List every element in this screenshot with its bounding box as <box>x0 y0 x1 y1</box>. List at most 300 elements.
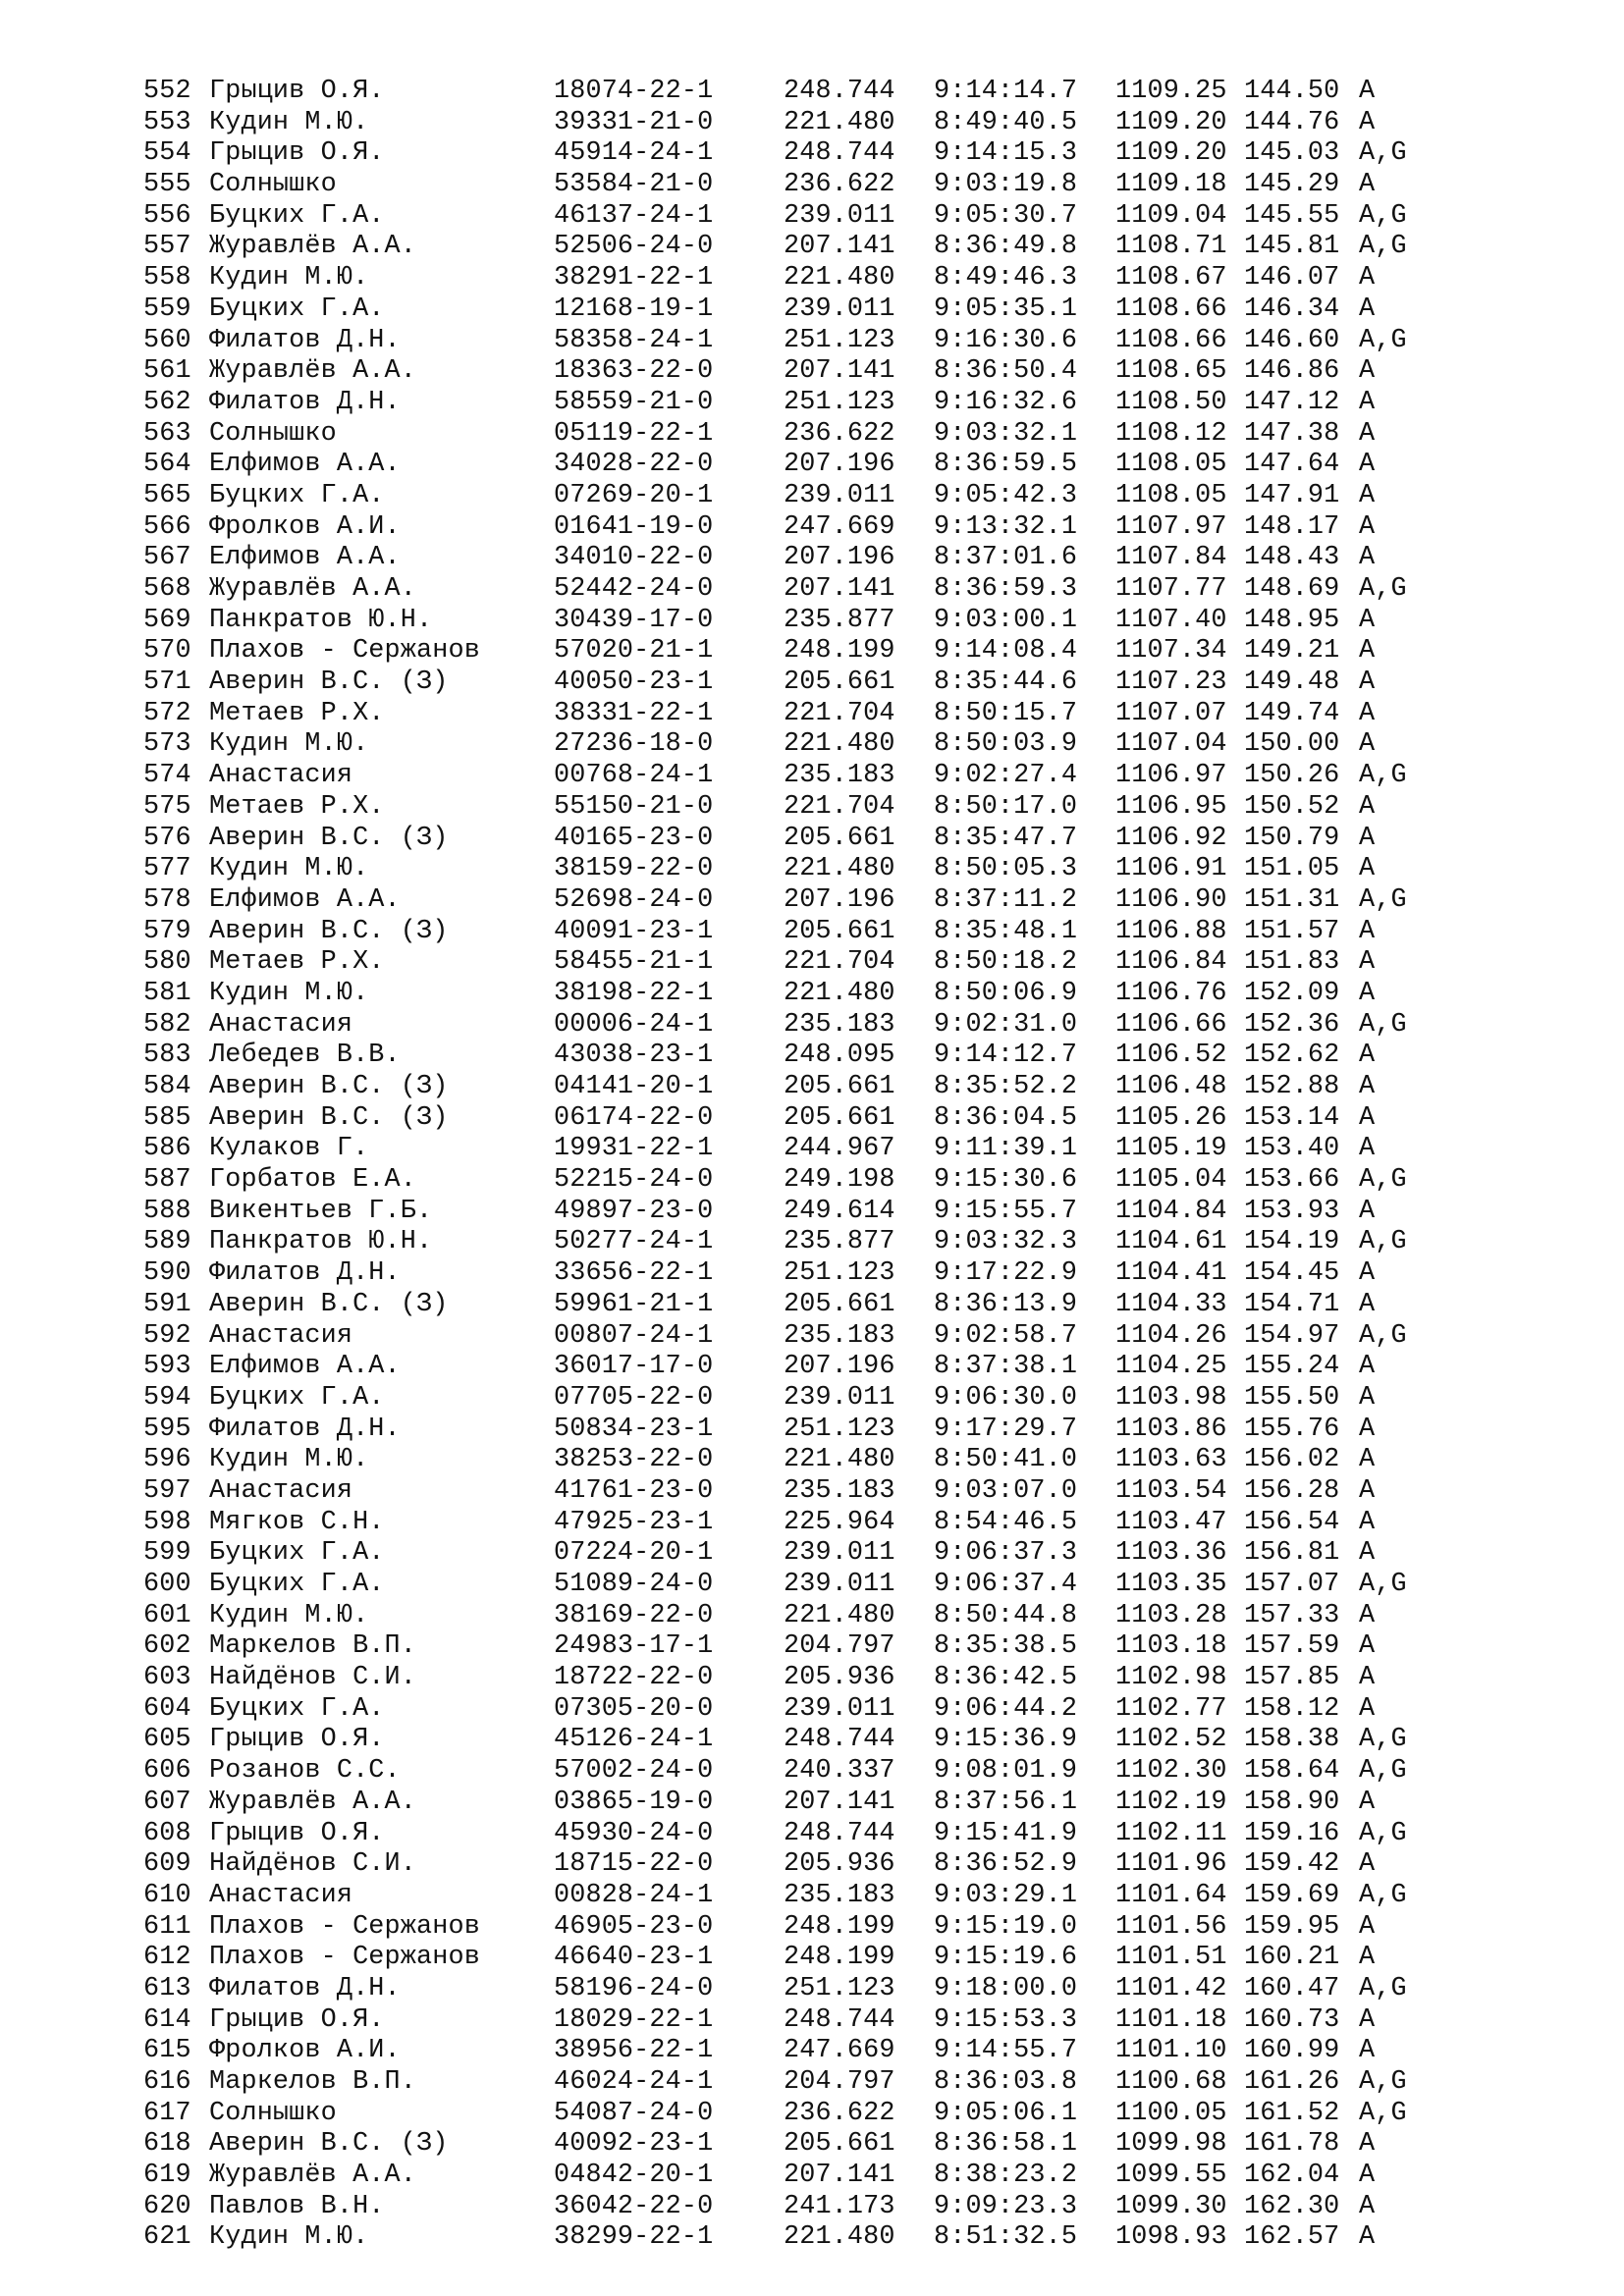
ring-number: 24983-17-1 <box>554 1631 714 1662</box>
place-number: 601 <box>143 1600 191 1630</box>
category-flags: A,G <box>1359 1756 1407 1787</box>
flight-time: 8:49:46.3 <box>934 263 1078 294</box>
points: 151.05 <box>1244 854 1340 884</box>
speed: 1109.04 <box>1115 200 1227 231</box>
flight-time: 9:05:42.3 <box>934 480 1078 510</box>
speed: 1103.18 <box>1115 1631 1227 1662</box>
points: 144.50 <box>1244 77 1340 106</box>
category-flags: A <box>1359 791 1376 822</box>
ring-number: 52442-24-0 <box>554 574 714 604</box>
category-flags: A <box>1359 1600 1376 1630</box>
participant-name: Буцких Г.А. <box>209 200 385 231</box>
points: 155.50 <box>1244 1382 1340 1413</box>
flight-time: 9:14:14.7 <box>934 77 1078 106</box>
distance-km: 207.141 <box>784 574 895 604</box>
speed: 1099.30 <box>1115 2191 1227 2221</box>
ring-number: 00828-24-1 <box>554 1880 714 1910</box>
flight-time: 9:16:30.6 <box>934 325 1078 355</box>
distance-km: 248.744 <box>784 138 895 169</box>
participant-name: Аверин В.С. (З) <box>209 916 449 946</box>
flight-time: 9:03:07.0 <box>934 1475 1078 1506</box>
distance-km: 241.173 <box>784 2191 895 2221</box>
place-number: 560 <box>143 325 191 355</box>
participant-name: Елфимов А.А. <box>209 1352 401 1382</box>
category-flags: A <box>1359 480 1376 510</box>
ring-number: 38331-22-1 <box>554 698 714 728</box>
ring-number: 50277-24-1 <box>554 1227 714 1257</box>
category-flags: A <box>1359 511 1376 542</box>
category-flags: A <box>1359 1414 1376 1444</box>
ring-number: 06174-22-0 <box>554 1102 714 1133</box>
ring-number: 40050-23-1 <box>554 667 714 698</box>
speed: 1109.20 <box>1115 107 1227 137</box>
participant-name: Кудин М.Ю. <box>209 1445 369 1475</box>
flight-time: 9:02:27.4 <box>934 761 1078 791</box>
points: 153.93 <box>1244 1196 1340 1226</box>
place-number: 561 <box>143 356 191 387</box>
place-number: 581 <box>143 978 191 1008</box>
points: 160.47 <box>1244 1973 1340 2003</box>
points: 162.04 <box>1244 2161 1340 2191</box>
flight-time: 9:15:55.7 <box>934 1196 1078 1226</box>
participant-name: Буцких Г.А. <box>209 480 385 510</box>
participant-name: Метаев Р.Х. <box>209 698 385 728</box>
flight-time: 8:50:44.8 <box>934 1600 1078 1630</box>
place-number: 583 <box>143 1041 191 1071</box>
category-flags: A,G <box>1359 1320 1407 1351</box>
points: 148.17 <box>1244 511 1340 542</box>
distance-km: 221.480 <box>784 1445 895 1475</box>
distance-km: 244.967 <box>784 1134 895 1164</box>
participant-name: Солнышко <box>209 170 337 200</box>
flight-time: 8:37:38.1 <box>934 1352 1078 1382</box>
points: 159.95 <box>1244 1911 1340 1942</box>
ring-number: 59961-21-1 <box>554 1289 714 1319</box>
ring-number: 07269-20-1 <box>554 480 714 510</box>
category-flags: A <box>1359 698 1376 728</box>
ring-number: 49897-23-0 <box>554 1196 714 1226</box>
speed: 1108.67 <box>1115 263 1227 294</box>
points: 158.90 <box>1244 1787 1340 1817</box>
category-flags: A <box>1359 1631 1376 1662</box>
participant-name: Филатов Д.Н. <box>209 1258 401 1289</box>
distance-km: 239.011 <box>784 1570 895 1599</box>
speed: 1106.84 <box>1115 947 1227 978</box>
category-flags: A <box>1359 916 1376 946</box>
ring-number: 05119-22-1 <box>554 418 714 449</box>
flight-time: 9:15:53.3 <box>934 2004 1078 2035</box>
distance-km: 235.183 <box>784 1880 895 1910</box>
points: 150.00 <box>1244 729 1340 760</box>
ring-number: 34010-22-0 <box>554 543 714 573</box>
ring-number: 38956-22-1 <box>554 2036 714 2066</box>
participant-name: Буцких Г.А. <box>209 1570 385 1599</box>
participant-name: Маркелов В.П. <box>209 1631 416 1662</box>
points: 159.42 <box>1244 1849 1340 1880</box>
participant-name: Елфимов А.А. <box>209 543 401 573</box>
points: 156.54 <box>1244 1507 1340 1537</box>
category-flags: A <box>1359 667 1376 698</box>
distance-km: 207.141 <box>784 1787 895 1817</box>
participant-name: Журавлёв А.А. <box>209 2161 416 2191</box>
category-flags: A,G <box>1359 1880 1407 1910</box>
flight-time: 8:36:58.1 <box>934 2129 1078 2160</box>
points: 154.45 <box>1244 1258 1340 1289</box>
points: 154.19 <box>1244 1227 1340 1257</box>
place-number: 617 <box>143 2098 191 2128</box>
category-flags: A,G <box>1359 1227 1407 1257</box>
place-number: 616 <box>143 2067 191 2097</box>
ring-number: 18029-22-1 <box>554 2004 714 2035</box>
distance-km: 207.141 <box>784 356 895 387</box>
participant-name: Грыцив О.Я. <box>209 138 385 169</box>
participant-name: Кудин М.Ю. <box>209 1600 369 1630</box>
flight-time: 8:36:59.3 <box>934 574 1078 604</box>
flight-time: 8:36:59.5 <box>934 450 1078 480</box>
distance-km: 239.011 <box>784 294 895 324</box>
points: 153.40 <box>1244 1134 1340 1164</box>
participant-name: Кудин М.Ю. <box>209 978 369 1008</box>
place-number: 621 <box>143 2222 191 2253</box>
points: 155.24 <box>1244 1352 1340 1382</box>
speed: 1106.76 <box>1115 978 1227 1008</box>
category-flags: A,G <box>1359 138 1407 169</box>
distance-km: 207.141 <box>784 2161 895 2191</box>
points: 149.74 <box>1244 698 1340 728</box>
place-number: 596 <box>143 1445 191 1475</box>
participant-name: Найдёнов С.И. <box>209 1849 416 1880</box>
place-number: 590 <box>143 1258 191 1289</box>
ring-number: 45914-24-1 <box>554 138 714 169</box>
ring-number: 41761-23-0 <box>554 1475 714 1506</box>
points: 159.69 <box>1244 1880 1340 1910</box>
distance-km: 205.936 <box>784 1663 895 1693</box>
ring-number: 45930-24-0 <box>554 1818 714 1848</box>
place-number: 618 <box>143 2129 191 2160</box>
points: 147.12 <box>1244 387 1340 417</box>
participant-name: Филатов Д.Н. <box>209 1414 401 1444</box>
speed: 1103.47 <box>1115 1507 1227 1537</box>
speed: 1108.50 <box>1115 387 1227 417</box>
participant-name: Филатов Д.Н. <box>209 325 401 355</box>
points: 159.16 <box>1244 1818 1340 1848</box>
category-flags: A <box>1359 107 1376 137</box>
category-flags: A <box>1359 294 1376 324</box>
points: 148.43 <box>1244 543 1340 573</box>
speed: 1107.04 <box>1115 729 1227 760</box>
place-number: 591 <box>143 1289 191 1319</box>
flight-time: 8:50:03.9 <box>934 729 1078 760</box>
ring-number: 51089-24-0 <box>554 1570 714 1599</box>
speed: 1104.61 <box>1115 1227 1227 1257</box>
place-number: 620 <box>143 2191 191 2221</box>
category-flags: A <box>1359 1849 1376 1880</box>
place-number: 582 <box>143 1009 191 1040</box>
distance-km: 239.011 <box>784 200 895 231</box>
ring-number: 52215-24-0 <box>554 1165 714 1196</box>
ring-number: 46024-24-1 <box>554 2067 714 2097</box>
flight-time: 9:03:29.1 <box>934 1880 1078 1910</box>
ring-number: 53584-21-0 <box>554 170 714 200</box>
place-number: 594 <box>143 1382 191 1413</box>
flight-time: 8:37:56.1 <box>934 1787 1078 1817</box>
points: 154.97 <box>1244 1320 1340 1351</box>
participant-name: Грыцив О.Я. <box>209 1725 385 1755</box>
flight-time: 8:50:41.0 <box>934 1445 1078 1475</box>
place-number: 580 <box>143 947 191 978</box>
place-number: 600 <box>143 1570 191 1599</box>
speed: 1099.55 <box>1115 2161 1227 2191</box>
category-flags: A,G <box>1359 2098 1407 2128</box>
speed: 1101.10 <box>1115 2036 1227 2066</box>
place-number: 588 <box>143 1196 191 1226</box>
category-flags: A <box>1359 77 1376 106</box>
place-number: 565 <box>143 480 191 510</box>
distance-km: 248.199 <box>784 636 895 667</box>
category-flags: A,G <box>1359 1570 1407 1599</box>
ring-number: 18715-22-0 <box>554 1849 714 1880</box>
category-flags: A <box>1359 2222 1376 2253</box>
place-number: 553 <box>143 107 191 137</box>
flight-time: 8:50:15.7 <box>934 698 1078 728</box>
points: 147.91 <box>1244 480 1340 510</box>
distance-km: 221.480 <box>784 978 895 1008</box>
participant-name: Кудин М.Ю. <box>209 107 369 137</box>
place-number: 585 <box>143 1102 191 1133</box>
flight-time: 9:03:32.3 <box>934 1227 1078 1257</box>
points: 152.09 <box>1244 978 1340 1008</box>
ring-number: 38169-22-0 <box>554 1600 714 1630</box>
place-number: 574 <box>143 761 191 791</box>
distance-km: 249.614 <box>784 1196 895 1226</box>
place-number: 564 <box>143 450 191 480</box>
ring-number: 38198-22-1 <box>554 978 714 1008</box>
category-flags: A <box>1359 1911 1376 1942</box>
category-flags: A,G <box>1359 1818 1407 1848</box>
points: 152.88 <box>1244 1072 1340 1101</box>
participant-name: Аверин В.С. (З) <box>209 1289 449 1319</box>
distance-km: 221.480 <box>784 729 895 760</box>
points: 153.66 <box>1244 1165 1340 1196</box>
category-flags: A,G <box>1359 761 1407 791</box>
participant-name: Фролков А.И. <box>209 2036 401 2066</box>
participant-name: Солнышко <box>209 2098 337 2128</box>
distance-km: 205.661 <box>784 2129 895 2160</box>
distance-km: 205.661 <box>784 1102 895 1133</box>
distance-km: 248.744 <box>784 2004 895 2035</box>
points: 151.83 <box>1244 947 1340 978</box>
place-number: 606 <box>143 1756 191 1787</box>
category-flags: A <box>1359 1538 1376 1569</box>
speed: 1103.35 <box>1115 1570 1227 1599</box>
category-flags: A,G <box>1359 325 1407 355</box>
place-number: 552 <box>143 77 191 106</box>
flight-time: 8:50:05.3 <box>934 854 1078 884</box>
speed: 1106.48 <box>1115 1072 1227 1101</box>
ring-number: 18363-22-0 <box>554 356 714 387</box>
ring-number: 40165-23-0 <box>554 823 714 853</box>
flight-time: 8:36:13.9 <box>934 1289 1078 1319</box>
points: 153.14 <box>1244 1102 1340 1133</box>
ring-number: 07305-20-0 <box>554 1693 714 1724</box>
category-flags: A <box>1359 1289 1376 1319</box>
participant-name: Буцких Г.А. <box>209 1693 385 1724</box>
distance-km: 205.661 <box>784 1289 895 1319</box>
category-flags: A <box>1359 1693 1376 1724</box>
ring-number: 55150-21-0 <box>554 791 714 822</box>
place-number: 575 <box>143 791 191 822</box>
distance-km: 248.095 <box>784 1041 895 1071</box>
flight-time: 9:15:41.9 <box>934 1818 1078 1848</box>
distance-km: 249.198 <box>784 1165 895 1196</box>
ring-number: 52506-24-0 <box>554 232 714 262</box>
ring-number: 38159-22-0 <box>554 854 714 884</box>
points: 145.03 <box>1244 138 1340 169</box>
points: 157.59 <box>1244 1631 1340 1662</box>
speed: 1109.20 <box>1115 138 1227 169</box>
place-number: 608 <box>143 1818 191 1848</box>
speed: 1107.77 <box>1115 574 1227 604</box>
participant-name: Кудин М.Ю. <box>209 729 369 760</box>
distance-km: 205.936 <box>784 1849 895 1880</box>
distance-km: 221.704 <box>784 698 895 728</box>
category-flags: A <box>1359 854 1376 884</box>
speed: 1103.28 <box>1115 1600 1227 1630</box>
place-number: 571 <box>143 667 191 698</box>
points: 162.57 <box>1244 2222 1340 2253</box>
speed: 1105.26 <box>1115 1102 1227 1133</box>
ring-number: 46640-23-1 <box>554 1943 714 1973</box>
place-number: 613 <box>143 1973 191 2003</box>
distance-km: 221.480 <box>784 2222 895 2253</box>
points: 154.71 <box>1244 1289 1340 1319</box>
ring-number: 12168-19-1 <box>554 294 714 324</box>
category-flags: A,G <box>1359 1973 1407 2003</box>
ring-number: 46137-24-1 <box>554 200 714 231</box>
distance-km: 236.622 <box>784 2098 895 2128</box>
distance-km: 221.480 <box>784 263 895 294</box>
place-number: 584 <box>143 1072 191 1101</box>
points: 152.36 <box>1244 1009 1340 1040</box>
points: 151.31 <box>1244 884 1340 915</box>
speed: 1101.96 <box>1115 1849 1227 1880</box>
speed: 1101.18 <box>1115 2004 1227 2035</box>
ring-number: 38291-22-1 <box>554 263 714 294</box>
place-number: 562 <box>143 387 191 417</box>
flight-time: 9:03:32.1 <box>934 418 1078 449</box>
category-flags: A <box>1359 543 1376 573</box>
place-number: 558 <box>143 263 191 294</box>
category-flags: A,G <box>1359 232 1407 262</box>
flight-time: 8:50:17.0 <box>934 791 1078 822</box>
ring-number: 57020-21-1 <box>554 636 714 667</box>
category-flags: A <box>1359 947 1376 978</box>
participant-name: Фролков А.И. <box>209 511 401 542</box>
participant-name: Солнышко <box>209 418 337 449</box>
flight-time: 8:35:52.2 <box>934 1072 1078 1101</box>
participant-name: Анастасия <box>209 1880 353 1910</box>
participant-name: Грыцив О.Я. <box>209 2004 385 2035</box>
flight-time: 9:14:08.4 <box>934 636 1078 667</box>
participant-name: Буцких Г.А. <box>209 1538 385 1569</box>
flight-time: 9:02:58.7 <box>934 1320 1078 1351</box>
participant-name: Анастасия <box>209 1009 353 1040</box>
flight-time: 8:36:04.5 <box>934 1102 1078 1133</box>
ring-number: 07705-22-0 <box>554 1382 714 1413</box>
distance-km: 221.704 <box>784 791 895 822</box>
speed: 1107.23 <box>1115 667 1227 698</box>
points: 149.48 <box>1244 667 1340 698</box>
distance-km: 207.196 <box>784 543 895 573</box>
distance-km: 251.123 <box>784 1258 895 1289</box>
points: 145.81 <box>1244 232 1340 262</box>
flight-time: 9:06:37.3 <box>934 1538 1078 1569</box>
place-number: 576 <box>143 823 191 853</box>
ring-number: 47925-23-1 <box>554 1507 714 1537</box>
ring-number: 03865-19-0 <box>554 1787 714 1817</box>
speed: 1101.56 <box>1115 1911 1227 1942</box>
distance-km: 248.199 <box>784 1911 895 1942</box>
speed: 1106.52 <box>1115 1041 1227 1071</box>
category-flags: A <box>1359 2191 1376 2221</box>
flight-time: 8:38:23.2 <box>934 2161 1078 2191</box>
flight-time: 9:05:30.7 <box>934 200 1078 231</box>
category-flags: A <box>1359 823 1376 853</box>
category-flags: A,G <box>1359 884 1407 915</box>
ring-number: 58196-24-0 <box>554 1973 714 2003</box>
category-flags: A <box>1359 387 1376 417</box>
points: 158.12 <box>1244 1693 1340 1724</box>
participant-name: Грыцив О.Я. <box>209 77 385 106</box>
distance-km: 207.196 <box>784 884 895 915</box>
flight-time: 9:14:55.7 <box>934 2036 1078 2066</box>
flight-time: 9:03:00.1 <box>934 605 1078 635</box>
ring-number: 54087-24-0 <box>554 2098 714 2128</box>
distance-km: 225.964 <box>784 1507 895 1537</box>
flight-time: 8:36:50.4 <box>934 356 1078 387</box>
flight-time: 9:09:23.3 <box>934 2191 1078 2221</box>
ring-number: 57002-24-0 <box>554 1756 714 1787</box>
speed: 1102.11 <box>1115 1818 1227 1848</box>
category-flags: A <box>1359 1072 1376 1101</box>
speed: 1106.90 <box>1115 884 1227 915</box>
ring-number: 52698-24-0 <box>554 884 714 915</box>
category-flags: A <box>1359 2004 1376 2035</box>
points: 157.07 <box>1244 1570 1340 1599</box>
speed: 1100.05 <box>1115 2098 1227 2128</box>
flight-time: 8:35:38.5 <box>934 1631 1078 1662</box>
ring-number: 36017-17-0 <box>554 1352 714 1382</box>
distance-km: 205.661 <box>784 823 895 853</box>
ring-number: 19931-22-1 <box>554 1134 714 1164</box>
distance-km: 235.183 <box>784 761 895 791</box>
flight-time: 9:15:30.6 <box>934 1165 1078 1196</box>
category-flags: A <box>1359 1196 1376 1226</box>
category-flags: A <box>1359 636 1376 667</box>
flight-time: 8:35:44.6 <box>934 667 1078 698</box>
place-number: 619 <box>143 2161 191 2191</box>
place-number: 595 <box>143 1414 191 1444</box>
participant-name: Филатов Д.Н. <box>209 387 401 417</box>
participant-name: Елфимов А.А. <box>209 884 401 915</box>
points: 151.57 <box>1244 916 1340 946</box>
speed: 1107.97 <box>1115 511 1227 542</box>
distance-km: 247.669 <box>784 2036 895 2066</box>
category-flags: A <box>1359 1663 1376 1693</box>
participant-name: Анастасия <box>209 1475 353 1506</box>
distance-km: 239.011 <box>784 1693 895 1724</box>
flight-time: 8:36:03.8 <box>934 2067 1078 2097</box>
